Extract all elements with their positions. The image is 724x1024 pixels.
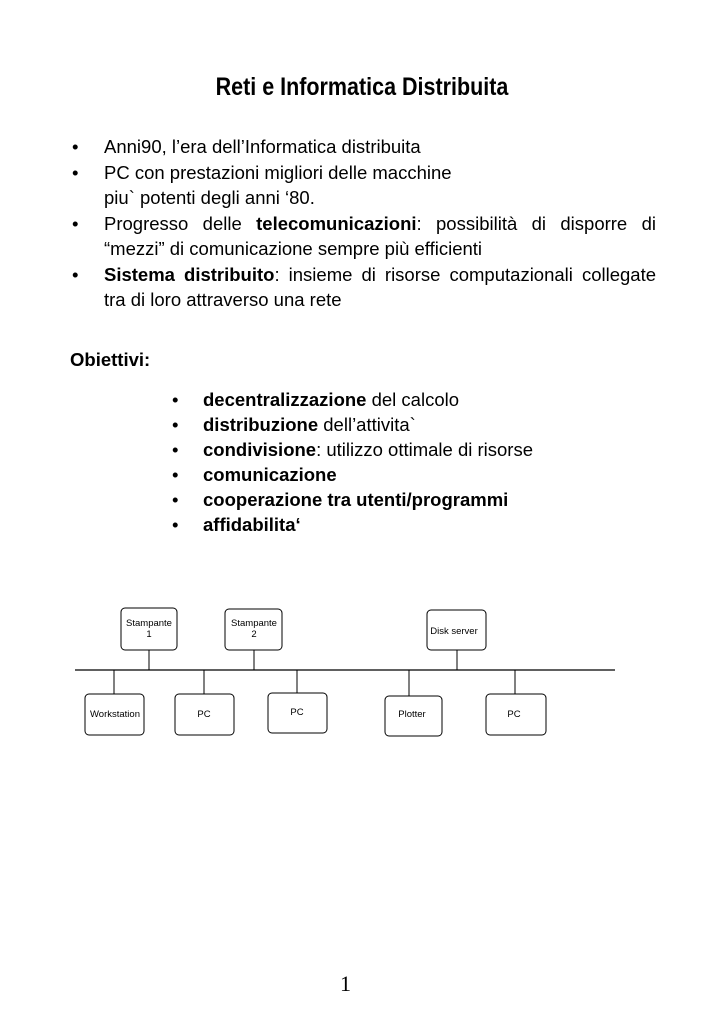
objectives-heading: Obiettivi: xyxy=(70,349,151,370)
bullet-icon: • xyxy=(172,489,179,510)
list-item xyxy=(72,134,656,160)
objective-keyword: distribuzione xyxy=(203,414,319,435)
list-item xyxy=(72,211,656,262)
bullet-icon: • xyxy=(172,514,179,535)
objective-keyword: comunicazione xyxy=(203,464,337,485)
node-label: Stampante xyxy=(231,618,277,629)
list-item xyxy=(172,412,533,437)
bullet-text: PC con prestazioni migliori delle macchine xyxy=(104,161,452,183)
node-label: Disk server xyxy=(430,626,478,637)
top-node-disk-server xyxy=(427,610,486,670)
bottom-node-workstation xyxy=(85,670,144,735)
node-label: 1 xyxy=(146,629,152,640)
intro-bullet-list xyxy=(72,134,656,313)
top-node-printer-1 xyxy=(121,608,177,670)
bottom-node-pc-1 xyxy=(175,670,234,735)
node-label: PC xyxy=(290,707,304,718)
objective-keyword: condivisione xyxy=(203,439,317,460)
node-label: PC xyxy=(507,709,521,720)
bullet-icon: • xyxy=(172,414,179,435)
objective-text: : utilizzo ottimale di risorse xyxy=(316,439,534,460)
top-node-printer-2 xyxy=(225,609,282,670)
bullet-icon: • xyxy=(72,136,79,157)
bullet-icon: • xyxy=(172,389,179,410)
node-label: PC xyxy=(197,709,211,720)
bullet-icon: • xyxy=(72,263,79,285)
bullet-text: Anni90, l’era dell’Informatica distribuita xyxy=(104,136,421,157)
list-item xyxy=(72,262,656,313)
node-label: Plotter xyxy=(398,709,426,720)
bullet-icon: • xyxy=(72,212,79,234)
bullet-icon: • xyxy=(72,161,79,183)
bottom-node-plotter xyxy=(385,670,442,736)
bullet-text-continued: : insieme di risorse computazionali collegate tra di loro attraverso una rete xyxy=(104,263,657,310)
node-label: 2 xyxy=(251,629,257,640)
objective-keyword: cooperazione tra utenti/programmi xyxy=(203,489,509,510)
page-title: Reti e Informatica Distribuita xyxy=(215,73,509,101)
objective-keyword: affidabilita‘ xyxy=(203,514,301,535)
list-item xyxy=(172,462,533,487)
list-item xyxy=(172,512,533,537)
bullet-text: Progresso delle xyxy=(104,212,257,234)
bullet-icon: • xyxy=(172,464,179,485)
list-item xyxy=(172,387,533,412)
list-item xyxy=(72,160,656,211)
bullet-keyword: telecomunicazioni xyxy=(256,212,417,234)
objective-text: del calcolo xyxy=(366,389,460,410)
bullet-icon: • xyxy=(172,439,179,460)
bottom-node-pc-3 xyxy=(486,670,546,735)
list-item xyxy=(172,487,533,512)
node-label: Stampante xyxy=(126,618,172,629)
bullet-keyword: Sistema distribuito xyxy=(104,263,275,285)
objective-text: dell’attivita` xyxy=(318,414,416,435)
page-number: 1 xyxy=(340,971,351,996)
bottom-node-pc-2 xyxy=(268,670,327,733)
bullet-text-continued: : possibilità di disporre di “mezzi” di comunicazione sempre più efficienti xyxy=(104,212,656,259)
bullet-text-continued: piu` potenti degli anni ‘80. xyxy=(104,187,315,208)
list-item xyxy=(172,437,533,462)
objective-keyword: decentralizzazione xyxy=(203,389,367,410)
objectives-list xyxy=(172,387,533,537)
node-label: Workstation xyxy=(90,709,140,720)
network-diagram xyxy=(70,600,630,750)
